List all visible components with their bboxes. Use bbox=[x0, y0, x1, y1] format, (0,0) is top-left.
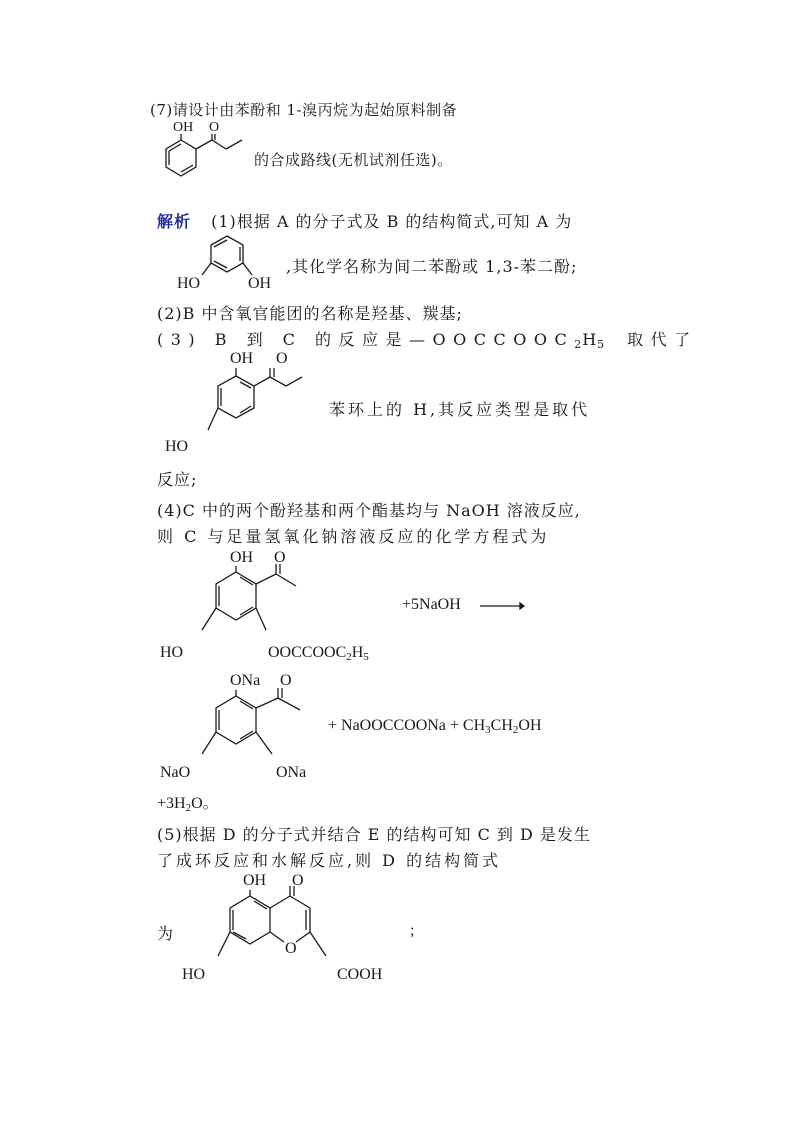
reactant-ester: $OOCCOOC_2H_5$ bbox=[268, 644, 369, 663]
s3-ho: HO bbox=[165, 438, 189, 455]
analysis-line2: (2)B 中含氧官能团的名称是羟基、羰基; bbox=[157, 304, 463, 323]
compound-d-structure bbox=[200, 890, 360, 980]
product-ona-top: ONa bbox=[230, 672, 261, 689]
reactant-o: O bbox=[274, 549, 286, 566]
analysis-line1: 解析 (1)根据 A 的分子式及 B 的结构简式,可知 A 为 bbox=[157, 212, 573, 231]
analysis-line4b: 则 C 与足量氢氧化钠溶液反应的化学方程式为 bbox=[157, 527, 550, 546]
compound-b-structure bbox=[170, 368, 330, 468]
compound-c-structure bbox=[180, 566, 340, 656]
d-semicolon: ; bbox=[410, 922, 415, 939]
d-ring-o: O bbox=[285, 940, 297, 957]
q7-mol-o-label: O bbox=[209, 120, 220, 135]
q7-line2: 的合成路线(无机试剂任选)。 bbox=[254, 151, 453, 169]
analysis-line3-cont: 苯环上的 H,其反应类型是取代 bbox=[329, 400, 591, 419]
resorcinol-ho: HO bbox=[177, 275, 201, 292]
d-o-top: O bbox=[292, 872, 304, 889]
analysis-line5-wei: 为 bbox=[157, 924, 175, 943]
q7-mol-oh-label: OH bbox=[173, 120, 194, 135]
d-cooh: COOH bbox=[337, 966, 383, 983]
water-product: $+3H_2O$。 bbox=[157, 795, 219, 814]
reactant-oh: OH bbox=[230, 549, 254, 566]
product-o: O bbox=[280, 672, 292, 689]
analysis-line1-cont: ,其化学名称为间二苯酚或 1,3-苯二酚; bbox=[286, 257, 578, 276]
reaction-arrow bbox=[480, 600, 524, 612]
reagent-naoh: +5NaOH bbox=[402, 596, 461, 613]
q7-line1: (7)请设计由苯酚和 1-溴丙烷为起始原料制备 bbox=[150, 101, 458, 119]
s3-oh: OH bbox=[230, 350, 254, 367]
analysis-line5b: 了成环反应和水解反应,则 D 的结构简式 bbox=[157, 851, 502, 870]
s3-o: O bbox=[276, 350, 288, 367]
product-ona-bot: ONa bbox=[276, 764, 307, 781]
analysis-line4: (4)C 中的两个酚羟基和两个酯基均与 NaOH 溶液反应, bbox=[157, 501, 581, 520]
analysis-line3-end: 反应; bbox=[157, 470, 198, 489]
analysis-line3: (3) B 到 C 的反应是$—OOCCOOC_2H_5$ 取代了 bbox=[157, 330, 698, 351]
product-nao: NaO bbox=[160, 764, 191, 781]
reactant-ho: HO bbox=[160, 644, 184, 661]
analysis-line5: (5)根据 D 的分子式并结合 E 的结构可知 C 到 D 是发生 bbox=[157, 825, 591, 844]
q7-target-molecule bbox=[150, 132, 250, 192]
d-ho: HO bbox=[182, 966, 206, 983]
product-structure bbox=[180, 690, 340, 780]
d-oh: OH bbox=[243, 872, 267, 889]
resorcinol-oh: OH bbox=[248, 275, 272, 292]
other-products: + NaOOCCOONa + $CH_3CH_2OH$ bbox=[328, 717, 542, 736]
analysis-keyword: 解析 bbox=[157, 212, 192, 231]
